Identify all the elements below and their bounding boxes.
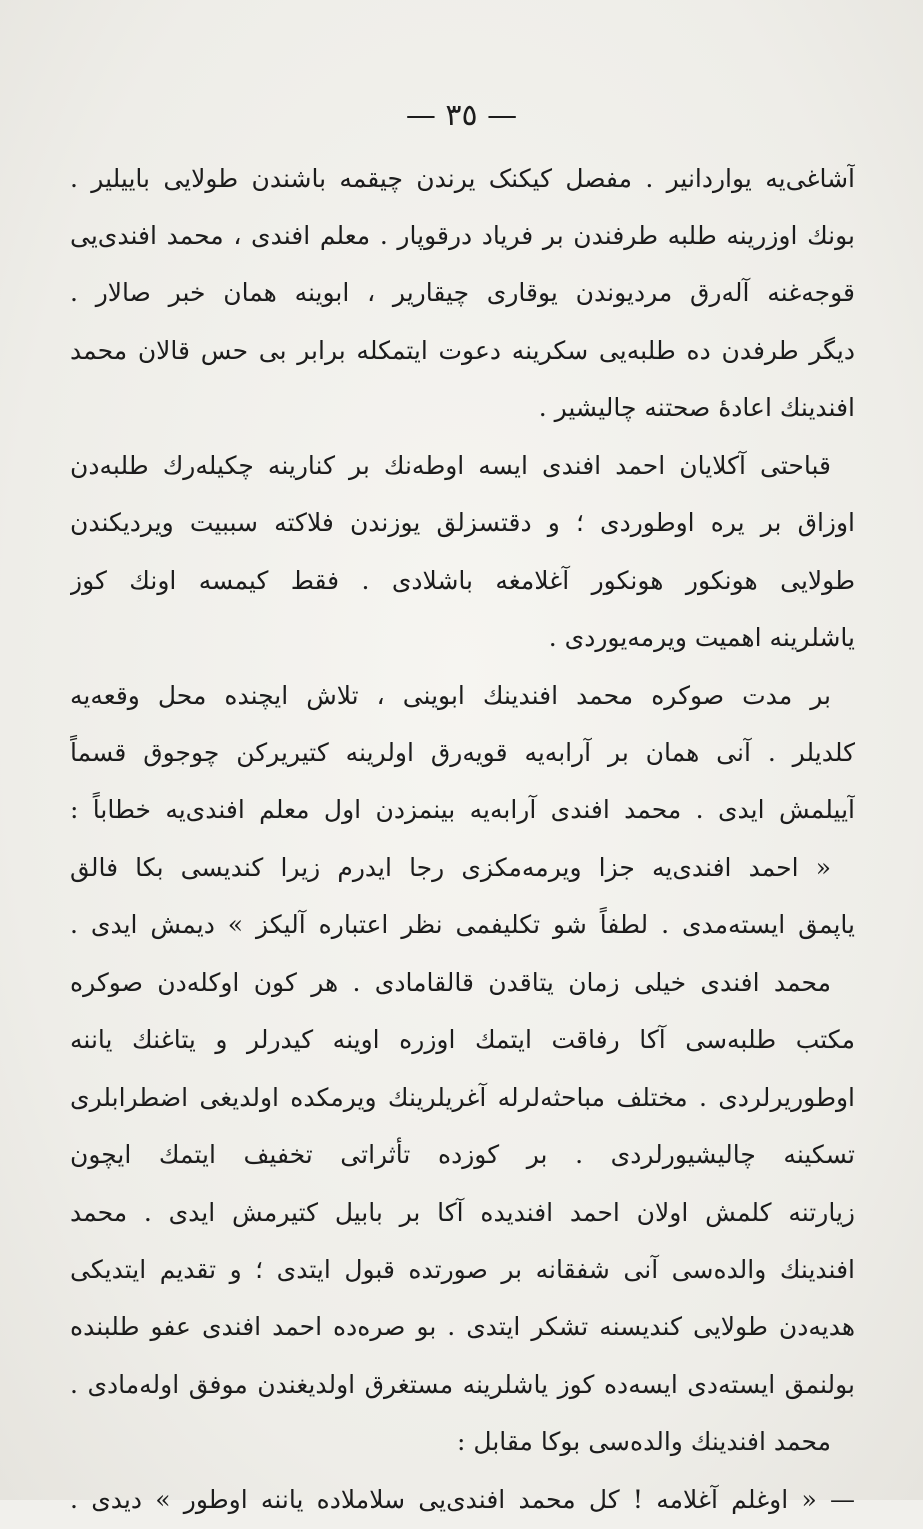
page-number: — ٣٥ — (405, 98, 518, 133)
text-line: طولایی هونکور هونکور آغلامغه باشلادی . فقط کیمسه اونك کوز (70, 566, 855, 595)
text-line: « احمد افندی‌یه جزا ویرمه‌مکزی رجا ایدرم زیرا کندیسی بکا فالق (70, 853, 831, 882)
text-line: بونك اوزرینه طلبه طرفندن بر فریاد درقوپار . معلم افندی ، محمد افندی‌یی (70, 221, 855, 250)
text-line: قباحتی آکلایان احمد افندی ایسه اوطه‌نك بر کنارینه چکیله‌رك طلبه‌دن (70, 451, 831, 480)
text-line: اوطوریرلردی . مختلف مباحثه‌لرله آغریلرینك ویرمکده اولدیغی اضطرابلری (70, 1083, 855, 1112)
text-line: بولنمق ایسته‌دی ایسه‌ده کوز یاشلرینه مستغرق اولدیغندن موفق اوله‌مادی . (70, 1370, 855, 1399)
text-line: بر مدت صوکره محمد افندینك ابوینی ، تلاش ایچنده محل وقعه‌یه (70, 681, 831, 710)
text-line: محمد افندی خیلی زمان یتاقدن قالقامادی . هر کون اوکله‌دن صوکره (70, 968, 831, 997)
text-line: زیارتنه کلمش اولان احمد افندیده آکا بر بابیل کتیرمش ایدی . محمد (70, 1198, 855, 1227)
text-line: تسکینه چالیشیورلردی . بر کوزده تأثراتی تخفیف ایتمك ایچون (70, 1140, 855, 1169)
text-line: آشاغی‌یه یواردانیر . مفصل کیکنک یرندن چیقمه باشندن طولایی باییلیر . (70, 164, 855, 193)
text-line: اوزاق بر یره اوطوردی ؛ و دقتسزلق یوزندن فلاکته سببیت ویردیکندن (70, 508, 855, 537)
text-line: قوجه‌غنه آلەرق مردیوندن یوقاری چیقاریر ، ابوینه همان خبر صالار . (70, 278, 855, 307)
text-line: یاپمق ایسته‌مدی . لطفاً شو تکلیفمی نظر اعتباره آلیکز » دیمش ایدی . (70, 910, 855, 939)
text-line: کلدیلر . آنی همان بر آرابه‌یه قویه‌رق اولرینه کتیریرکن چوجوق قسماً (70, 738, 855, 767)
text-line: هدیه‌دن طولایی کندیسنه تشکر ایتدی . بو صره‌ده احمد افندی عفو طلبنده (70, 1312, 855, 1341)
text-line: یاشلرینه اهمیت ویرمه‌یوردی . (548, 623, 855, 652)
text-line: مکتب طلبه‌سی آکا رفاقت ایتمك اوزره اوینه کیدرلر و یتاغنك یاننه (70, 1025, 855, 1054)
text-line: افندینك اعادهٔ صحتنه چالیشیر . (538, 393, 855, 422)
text-line: آییلمش ایدی . محمد افندی آرابه‌یه بینمزدن اول معلم افندی‌یه خطاباً : (70, 795, 855, 824)
text-line: دیگر طرفدن ده طلبه‌یی سکرینه دعوت ایتمکله برابر بی حس قالان محمد (70, 336, 855, 365)
text-line: محمد افندینك والده‌سی بوکا مقابل : (457, 1427, 831, 1456)
text-line: افندینك والده‌سی آنی شفقانه بر صورتده قبول ایتدی ؛ و تقدیم ایتدیکی (70, 1255, 855, 1284)
text-line: — « اوغلم آغلامه ! کل محمد افندی‌یی سلاملاده یاننه اوطور » دیدی . (70, 1485, 855, 1514)
